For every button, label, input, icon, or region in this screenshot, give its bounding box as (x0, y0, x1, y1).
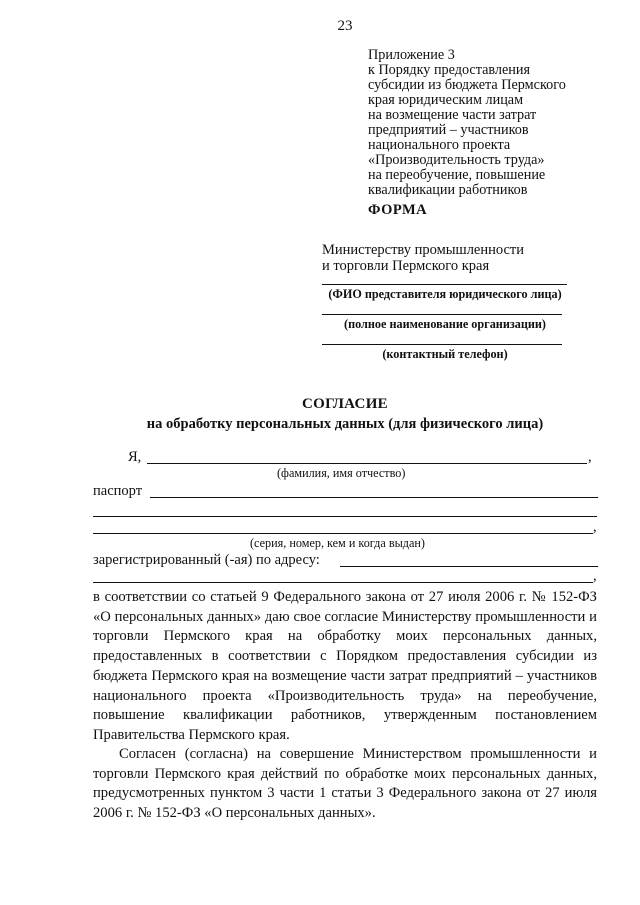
comma: , (593, 519, 597, 535)
appendix-line: предприятий – участников (368, 122, 529, 138)
appendix-line: субсидии из бюджета Пермского (368, 77, 566, 93)
full-name-caption: (фамилия, имя отчество) (277, 466, 406, 480)
address-label: зарегистрированный (-ая) по адресу: (93, 552, 320, 568)
passport-line-3[interactable] (93, 533, 593, 534)
appendix-line: «Производительность труда» (368, 152, 545, 168)
addressee-line-1: Министерству промышленности (322, 242, 525, 258)
appendix-line: на возмещение части затрат (368, 107, 537, 123)
addressee (322, 242, 524, 274)
form-label: ФОРМА (368, 202, 428, 218)
appendix-line: национального проекта (368, 137, 511, 153)
representative-caption: (ФИО представителя юридического лица) (328, 287, 562, 301)
document-subtitle: на обработку персональных данных (для физического лица) (146, 416, 544, 432)
i-label: Я, (128, 449, 142, 465)
passport-caption: (серия, номер, кем и когда выдан) (250, 536, 425, 550)
phone-line[interactable] (322, 344, 562, 345)
organization-caption: (полное наименование организации) (344, 317, 546, 331)
consent-paragraph-1: в соответствии со статьей 9 Федерального закона от 27 июля 2006 г. № 152-ФЗ «О персональных данных» даю свое согласие Министерству промышленности и торговли Пермского края на обработку моих персональных данных, предоставленных в соответствии с Порядком предоставления субсидии из бюджета Пермского края на возмещение части затрат предприятий – участников национального проекта «Производительность труда» на переобучение, повышение квалификации работников, утвержденным постановлением Правительства Пермского края. (93, 589, 597, 743)
consent-paragraph-2: Согласен (согласна) на совершение Министерством промышленности и торговли Пермского края действий по обработке моих персональных данных, предусмотренных пунктом 3 части 1 статьи 3 Федерального закона от 27 июля 2006 г. № 152-ФЗ «О персональных данных». (93, 746, 597, 822)
appendix-line: к Порядку предоставления (368, 62, 530, 78)
addressee-line-2: и торговли Пермского края (322, 258, 490, 274)
appendix-line: края юридическим лицам (368, 92, 524, 108)
representative-name-line[interactable] (322, 284, 567, 285)
appendix-line: Приложение 3 (368, 47, 455, 63)
comma: , (588, 449, 592, 465)
address-line-1[interactable] (340, 566, 598, 567)
document-title: СОГЛАСИЕ (302, 396, 388, 412)
appendix-line: квалификации работников (368, 182, 528, 198)
organization-name-line[interactable] (322, 314, 562, 315)
passport-line-2[interactable] (93, 516, 597, 517)
appendix-line: на переобучение, повышение (368, 167, 546, 183)
comma: , (593, 568, 597, 584)
address-line-2[interactable] (93, 582, 593, 583)
appendix-header (368, 48, 628, 198)
full-name-line[interactable] (147, 463, 587, 464)
passport-label: паспорт (93, 483, 143, 499)
page-number: 23 (337, 18, 353, 34)
phone-caption: (контактный телефон) (382, 347, 508, 361)
passport-line-1[interactable] (150, 497, 598, 498)
